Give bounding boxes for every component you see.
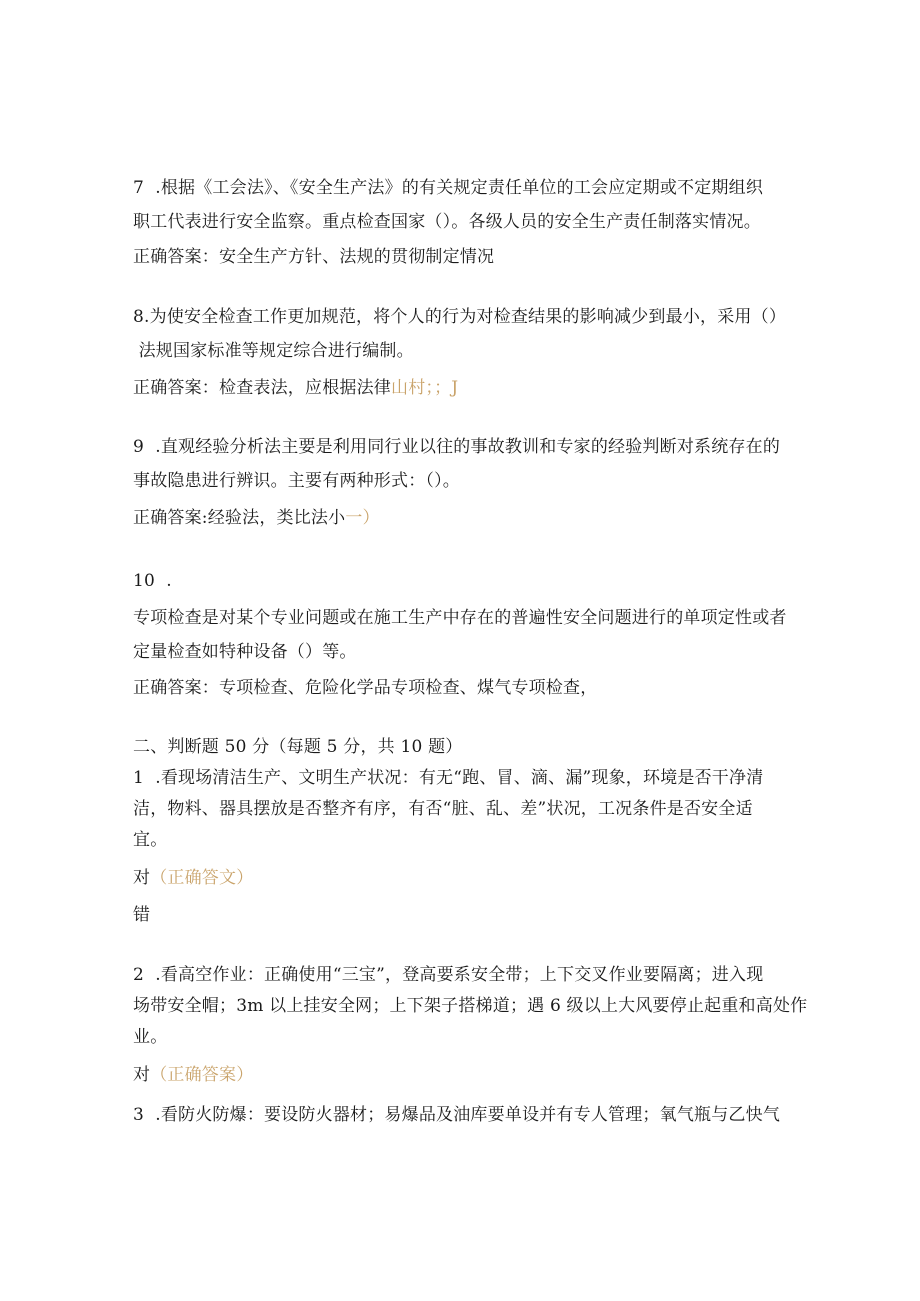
j3-line-1: 3 .看防火防爆：要设防火器材；易爆品及油库要单设并有专人管理；氧气瓶与乙快气	[133, 1105, 781, 1125]
q10-answer: 正确答案：专项检查、危险化学品专项检查、煤气专项检查，	[133, 678, 598, 698]
q8-answer	[133, 377, 458, 399]
q9-answer-tail: 一）	[345, 508, 380, 528]
j1-option-true-label: 对	[133, 868, 151, 888]
j2-line-3: 业。	[133, 1027, 168, 1047]
section2-heading: 二、判断题 50 分（每题 5 分，共 10 题）	[133, 737, 463, 757]
j2-option-true-note: （正确答案）	[150, 1065, 254, 1085]
q9-answer-main: 正确答案:经验法，类比法小	[133, 508, 346, 528]
q9-line-2: 事故隐患进行辨识。主要有两种形式：（）。	[133, 471, 460, 491]
q8-line-2: 法规国家标准等规定综合进行编制。	[133, 341, 414, 361]
q7-line-1: 7 .根据《工会法》、《安全生产法》的有关规定责任单位的工会应定期或不定期组织	[133, 178, 764, 198]
q10-number: 10 .	[133, 571, 172, 591]
j2-line-1: 2 .看高空作业：正确使用“三宝”，登高要系安全带；上下交叉作业要隔离；进入现	[133, 965, 764, 985]
j1-option-false: 错	[133, 905, 151, 925]
j1-line-2: 洁，物料、器具摆放是否整齐有序，有否“脏、乱、差”状况，工况条件是否安全适	[133, 799, 753, 819]
j1-option-true-note: （正确答文）	[150, 868, 254, 888]
q10-line-2: 定量检查如特种设备（）等。	[133, 642, 357, 662]
j1-line-3: 宜。	[133, 830, 168, 850]
q8-answer-tail: 山村；；J	[391, 378, 459, 398]
q7-line-2: 职工代表进行安全监察。重点检查国家（）。各级人员的安全生产责任制落实情况。	[133, 212, 761, 232]
j2-option-true	[133, 1064, 253, 1086]
q9-answer	[133, 507, 380, 529]
q8-answer-main: 正确答案：检查表法，应根据法律	[133, 378, 391, 398]
j1-option-true	[133, 867, 253, 889]
j1-line-1: 1 .看现场清洁生产、文明生产状况：有无“跑、冒、滴、漏”现象，环境是否干净清	[133, 768, 764, 788]
q10-line-1: 专项检查是对某个专业问题或在施工生产中存在的普遍性安全问题进行的单项定性或者	[133, 608, 787, 628]
j2-option-true-label: 对	[133, 1065, 151, 1085]
q7-answer: 正确答案：安全生产方针、法规的贯彻制定情况	[133, 247, 495, 267]
q9-line-1: 9 .直观经验分析法主要是利用同行业以往的事故教训和专家的经验判断对系统存在的	[133, 437, 781, 457]
q8-line-1: 8.为使安全检查工作更加规范，将个人的行为对检查结果的影响减少到最小，采用（）	[133, 307, 787, 327]
j2-line-2: 场带安全帽；3m 以上挂安全网；上下架子搭梯道；遇 6 级以上大风要停止起重和高处作	[133, 996, 808, 1016]
